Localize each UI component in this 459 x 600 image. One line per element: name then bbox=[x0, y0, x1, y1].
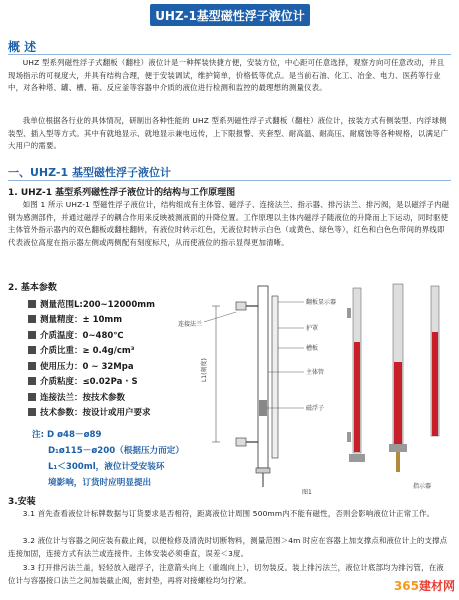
note-l1-limit: L₁＜300ml，液位计受安装环 bbox=[48, 462, 165, 472]
square-bullet-icon bbox=[28, 331, 36, 339]
param-item: 测量精度：± 10mm bbox=[28, 312, 188, 328]
square-bullet-icon bbox=[28, 393, 36, 401]
structure-subheading: 1. UHZ-1 基型系列磁性浮子液位计的结构与工作原理图 bbox=[8, 188, 236, 198]
param-item: 测量范围L:200~12000mm bbox=[28, 296, 188, 312]
install-step-1: 3.1 首先查看液位计标牌数据与订货要求是否相符，距离液位计周围 500mm内不能有磁性，否则会影响液位计正常工作。 bbox=[22, 509, 435, 518]
install-step-2: 3.2 液位计与容器之间应装有截止阀，以便检修及清洗时切断物料，测量范围＞4m 时应在容器上加支撑点和液位计上的支撑点连接加固，连接方式有法兰或连接件。主体安装必须垂直，误差＜3度。 bbox=[8, 536, 448, 558]
params-list bbox=[28, 296, 188, 420]
section1-heading: 一、UHZ-1 基型磁性浮子液位计 bbox=[8, 166, 171, 179]
label-float: 磁浮子 bbox=[306, 405, 325, 412]
square-bullet-icon bbox=[28, 377, 36, 385]
watermark-logo: 365建材网 bbox=[393, 579, 455, 593]
structure-paragraph: 如图 1 所示 UHZ-1 型磁性浮子液位计，结构组成有主体管、磁浮子、连接法兰、指示器、排污法兰、排污阀，是以磁浮子内磁钢为感测部件，并通过磁浮子的耦合作用来反映被测液面的升降位置。工作原理以主体内磁浮子随液位的升降而上下运动，同时驱使主体管外指示器内的双色翻板或翻柱翻转，有液位时转示红色，无液位时转示白色（或黄色、绿色等），红色和白色色带间的界线即代表液位高度在指示器左侧或两侧配有刻度标尺，从而使液位的指示显得更加清晰。 bbox=[8, 200, 450, 247]
square-bullet-icon bbox=[28, 300, 36, 308]
install-step-3: 3.3 打开排污法兰盖，轻轻放入磁浮子，注意箭头向上（重端向上），切勿装反。装上排污法兰，液位计底部均为排污管，在液位计与容器接口法兰之间加装截止阀，密封垫，再将对接螺栓均匀拧紧。 bbox=[8, 563, 444, 585]
overview-heading: 概 述 bbox=[8, 40, 37, 54]
note-diameter: 注: D ø48－ø89 bbox=[32, 430, 102, 440]
param-item: 使用压力：0 ~ 32Mpa bbox=[28, 358, 188, 374]
overview-paragraph-1: UHZ 型系列磁性浮子式翻板（翻柱）液位计是一种挥装快捷方便，安装方位，中心距可任意选择，观察方向可任意改动，并且现场指示的可视度大，并具有结构合理，便于安装调试，维护简单，价格低等优点。是当前石油、化工、冶金、电力、医药等行业中，对各种塔、罐、槽、箱、反应釜等容器中介质的液位进行检测和监控的最理想的测量仪表。 bbox=[8, 58, 445, 92]
label-cover: 护罩 bbox=[306, 325, 319, 332]
note-ordering: 境影响，订货时应明显提出 bbox=[48, 478, 152, 488]
param-item: 介质粘度：≤0.02Pa · S bbox=[28, 374, 188, 390]
structure-diagram bbox=[176, 282, 351, 497]
square-bullet-icon bbox=[28, 362, 36, 370]
page-title: UHZ-1基型磁性浮子液位计 bbox=[150, 4, 310, 26]
install-subheading: 3.安装 bbox=[8, 497, 36, 507]
note-flange-diameter: D₁ø115－ø200（根据压力而定） bbox=[48, 446, 184, 456]
indicator-photo bbox=[345, 282, 455, 492]
label-scale: L1(刻度) bbox=[201, 358, 208, 382]
param-item: 连接法兰：按技术参数 bbox=[28, 389, 188, 405]
label-pipe: 主体管 bbox=[306, 369, 325, 376]
overview-divider bbox=[8, 54, 451, 55]
square-bullet-icon bbox=[28, 408, 36, 416]
overview-paragraph-2: 我单位根据各行业的具体情况，研制出各种性能的 UHZ 型系列磁性浮子式翻板（翻柱）液位计，按装方式有侧装型、内浮球侧装型、插入型等方式。其中有就地显示、就地显示兼电远传，上下限报警、夹套型、耐高温、耐高压、耐腐蚀等各种规格，以满足广大用户的需要。 bbox=[8, 116, 449, 150]
square-bullet-icon bbox=[28, 315, 36, 323]
label-fig1: 图1 bbox=[302, 489, 312, 496]
params-subheading: 2. 基本参数 bbox=[8, 283, 57, 293]
label-seal: 槽板 bbox=[306, 345, 319, 352]
param-item: 技术参数：按设计或用户要求 bbox=[28, 405, 188, 421]
label-board: 翻板显示器 bbox=[306, 299, 337, 306]
label-indicator: 指示器 bbox=[413, 483, 432, 490]
param-item: 介质温度：0~480℃ bbox=[28, 327, 188, 343]
square-bullet-icon bbox=[28, 346, 36, 354]
section1-divider bbox=[8, 180, 451, 181]
param-item: 介质比重：≥ 0.4g/cm³ bbox=[28, 343, 188, 359]
label-flange: 连接法兰 bbox=[178, 321, 203, 328]
